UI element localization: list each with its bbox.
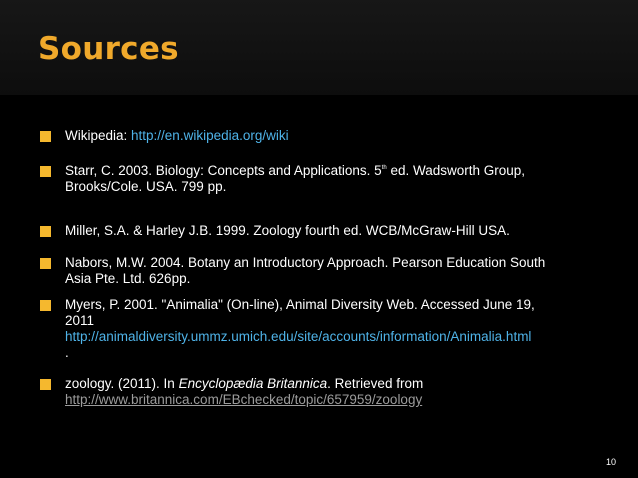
animal-diversity-link[interactable]: http://animaldiversity.ummz.umich.edu/site/accounts/information/Animalia.html [65,329,532,344]
britannica-link[interactable]: http://www.britannica.com/EBchecked/topic/657959/zoology [65,392,423,407]
source-text: Wikipedia: [65,128,132,143]
source-line: Nabors, M.W. 2004. Botany an Introductory Approach. Pearson Education South [65,255,546,270]
source-line: 2011 [65,313,95,328]
bullet-icon [40,379,51,390]
source-line [65,376,605,392]
source-starr [65,163,605,195]
source-line: . [65,345,69,360]
source-italic-text: Encyclopædia Britannica [178,376,328,391]
slide-title: Sources [38,31,179,67]
source-britannica [65,376,605,408]
bullet-icon [40,226,51,237]
superscript: th [381,165,387,171]
source-text: Starr, C. 2003. Biology: Concepts and Applications. 5 [65,163,382,178]
source-line: Myers, P. 2001. "Animalia" (On-line), Animal Diversity Web. Accessed June 19, [65,297,535,312]
bullet-icon [40,131,51,142]
source-nabors [65,255,605,287]
bullet-icon [40,300,51,311]
source-line: Asia Pte. Ltd. 626pp. [65,271,191,286]
source-miller: Miller, S.A. & Harley J.B. 1999. Zoology fourth ed. WCB/McGraw-Hill USA. [65,223,510,238]
page-number: 10 [605,457,616,467]
bullet-icon [40,258,51,269]
source-text: zoology. (2011). In [65,376,179,391]
source-line: Brooks/Cole. USA. 799 pp. [65,179,227,194]
source-wikipedia [65,128,605,144]
source-text: . Retrieved from [327,376,424,391]
source-text: ed. Wadsworth Group, [386,163,526,178]
source-line [65,163,605,179]
wikipedia-link[interactable]: http://en.wikipedia.org/wiki [131,128,289,143]
bullet-icon [40,166,51,177]
source-myers [65,297,605,361]
